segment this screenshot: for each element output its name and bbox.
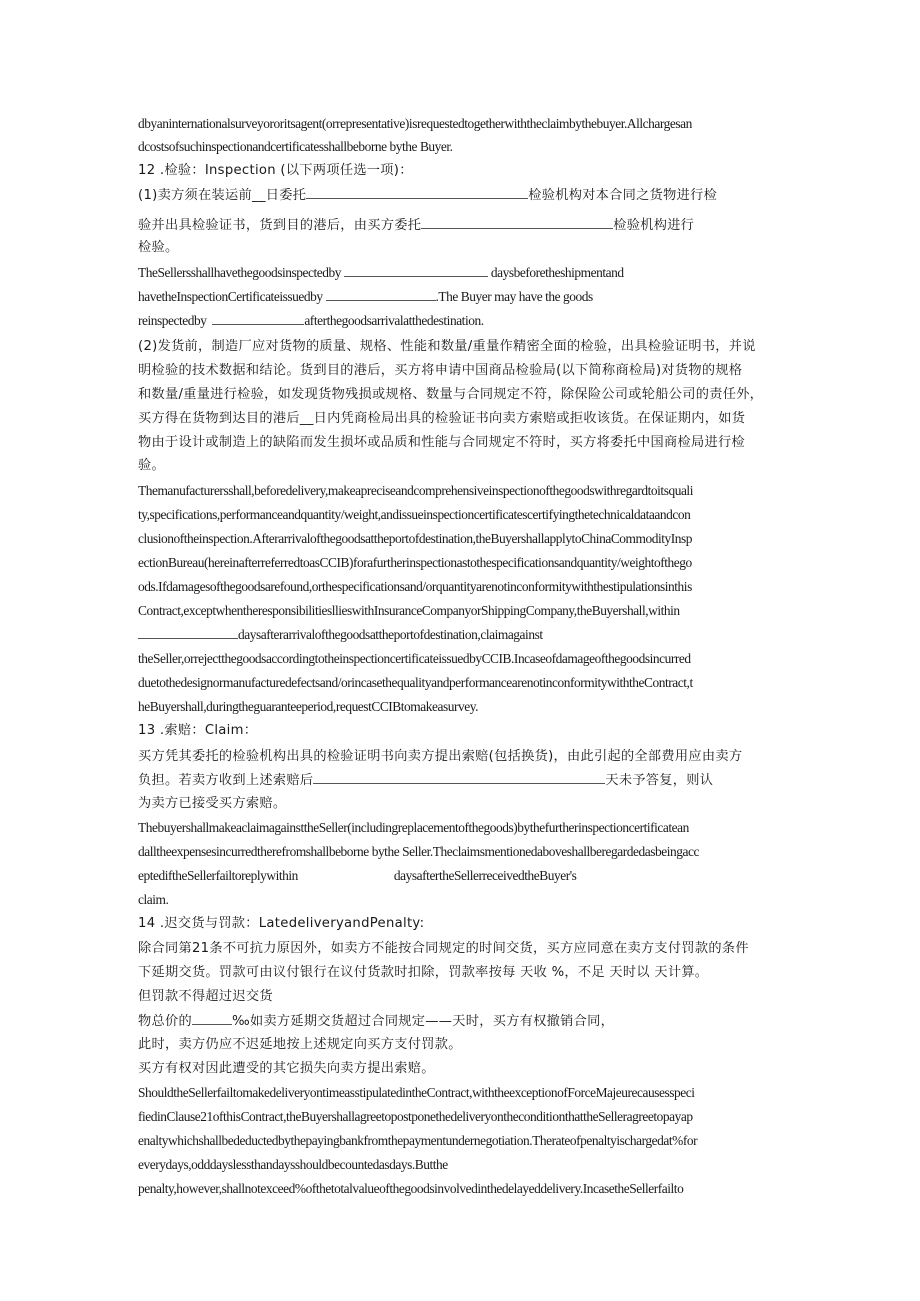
text-line: dcostsofsuchinspectionandcertificatesshallbeborne bythe Buyer. — [138, 139, 453, 154]
text-line: 为卖方已接受买方索赔。 — [138, 796, 287, 811]
text-line: duetothedesignormanufacturedefectsand/orincasethequalityandperformancearenotinconformitywiththeContract,t — [138, 675, 693, 690]
text-line: everydays,odddayslessthandaysshouldbecountedasdays.Butthe — [138, 1157, 448, 1172]
text-segment: ‰如卖方延期交货超过合同规定——天时，买方有权撤销合同， — [231, 1014, 615, 1029]
text-segment: havetheInspectionCertificateissuedby — [138, 289, 323, 304]
text-line: (2)发货前，制造厂应对货物的质量、规格、性能和数量/重量作精密全面的检验，出具检验证明书，并说 — [138, 339, 756, 354]
section-heading-inspection: 12 .检验：Inspection (以下两项任选一项)： — [138, 163, 413, 178]
text-line: 下延期交货。罚款可由议付银行在议付货款时扣除，罚款率按每 天收 %，不足 天时以 天计算。 — [138, 965, 709, 980]
text-line: theSeller,orrejectthegoodsaccordingtotheinspectioncertificateissuedbyCCIB.Incaseofdamageofthegoodsincurred — [138, 651, 691, 666]
text-segment: 天未予答复，则认 — [605, 773, 714, 788]
text-segment: 检验机构对本合同之货物进行检 — [528, 188, 718, 203]
text-line: ThebuyershallmakeaclaimagainsttheSeller(includingreplacementofthegoods)bythefurtherinspectioncertificatean — [138, 820, 689, 835]
text-line: 此时，卖方仍应不迟延地按上述规定向买方支付罚款。 — [138, 1037, 462, 1052]
text-line: claim. — [138, 892, 169, 907]
text-line: dalltheexpensesincurredtherefromshallbeborne bythe Seller.Theclaimsmentionedaboveshallberegardedasbeingacc — [138, 844, 699, 859]
text-line — [138, 264, 838, 282]
text-line: ShouldtheSellerfailtomakedeliveryontimeasstipulatedintheContract,withtheexceptionofForceMajeurecausesspeci — [138, 1085, 695, 1100]
fill-blank[interactable] — [326, 288, 436, 301]
text-segment: daysafterarrivalofthegoodsattheportofdestination,claimagainst — [238, 627, 543, 642]
text-line: 物由于设计或制造上的缺陷而发生损坏或品质和性能与合同规定不符时，买方将委托中国商检局进行检 — [138, 435, 745, 450]
text-line: 验。 — [138, 458, 165, 473]
text-segment: 负担。若卖方收到上述索赔后 — [138, 773, 314, 788]
text-segment: .The Buyer may have the goods — [435, 289, 593, 304]
text-segment: afterthegoodsarrivalatthedestination. — [304, 313, 484, 328]
text-line: Contract,exceptwhentheresponsibilitiesllieswithInsuranceCompanyorShippingCompany,theBuyershall,within — [138, 603, 680, 618]
text-line: fiedinClause21ofthisContract,theBuyershallagreetopostponethedeliveryontheconditionthattheSelleragreetopayap — [138, 1109, 693, 1124]
text-line: 但罚款不得超过迟交货 — [138, 989, 273, 1004]
text-line: dbyaninternationalsurveyororitsagent(orrepresentative)isrequestedtogetherwiththeclaimbythebuyer.Allchargesan — [138, 116, 692, 131]
section-heading-claim: 13 .索赔：Claim： — [138, 723, 258, 738]
text-line — [138, 288, 838, 306]
text-line: 检验。 — [138, 240, 179, 255]
text-segment: eptediftheSellerfailtoreplywithin — [138, 868, 298, 883]
fill-blank[interactable] — [421, 216, 613, 229]
text-segment: TheSellersshallhavethegoodsinspectedby — [138, 265, 342, 280]
text-line — [138, 186, 838, 205]
fill-blank[interactable] — [344, 264, 488, 277]
fill-blank[interactable] — [212, 312, 304, 325]
text-line: ectionBureau(hereinafterreferredtoasCCIB)forafurtherinspectionastothespecificationsandquantity/weightofthego — [138, 555, 692, 570]
text-segment: reinspectedby — [138, 313, 207, 328]
fill-blank[interactable] — [306, 186, 528, 199]
text-line: 除合同第21条不可抗力原因外，如卖方不能按合同规定的时间交货，买方应同意在卖方支付罚款的条件 — [138, 941, 749, 956]
text-line — [138, 771, 838, 790]
text-segment: daysaftertheSellerreceivedtheBuyer's — [393, 868, 577, 883]
text-line: heBuyershall,duringtheguaranteeperiod,requestCCIBtomakeasurvey. — [138, 699, 479, 714]
text-line: 买方有权对因此遭受的其它损失向卖方提出索赔。 — [138, 1061, 435, 1076]
text-line: ty,specifications,performanceandquantity/weight,andissueinspectioncertificatescertifyingthetechnicaldataandcon — [138, 507, 691, 522]
text-line: 买方得在货物到达目的港后__日内凭商检局出具的检验证书向卖方索赔或拒收该货。在保证期内，如货 — [138, 411, 746, 426]
text-line: 买方凭其委托的检验机构出具的检验证明书向卖方提出索赔(包括换货)，由此引起的全部费用应由卖方 — [138, 749, 743, 764]
fill-blank[interactable] — [138, 626, 238, 639]
text-segment: 检验机构进行 — [613, 218, 695, 233]
section-heading-penalty: 14 .迟交货与罚款：LatedeliveryandPenalty: — [138, 916, 425, 931]
text-line: ods.Ifdamagesofthegoodsarefound,orthespecificationsand/orquantityarenotinconformitywiththestipulationsinthis — [138, 579, 692, 594]
text-segment: (1)卖方须在装运前__日委托 — [138, 188, 307, 203]
text-line: enaltywhichshallbedeductedbythepayingbankfromthepaymentundernegotiation.Therateofpenaltyischargedat%for — [138, 1133, 698, 1148]
text-line — [138, 626, 838, 644]
fill-blank[interactable] — [313, 771, 605, 784]
text-line — [138, 312, 838, 330]
text-line — [138, 216, 838, 235]
text-line: penalty,however,shallnotexceed%ofthetotalvalueofthegoodsinvolvedinthedelayeddelivery.IncasetheSellerfailto — [138, 1181, 684, 1196]
text-segment: 物总价的 — [138, 1014, 192, 1029]
text-line — [138, 867, 838, 885]
text-line: 和数量/重量进行检验，如发现货物残损或规格、数量与合同规定不符，除保险公司或轮船公司的责任外， — [138, 387, 764, 402]
text-segment: daysbeforetheshipmentand — [490, 265, 624, 280]
fill-blank[interactable] — [192, 1012, 232, 1025]
text-line — [138, 1012, 838, 1031]
text-segment: 验并出具检验证书，货到目的港后，由买方委托 — [138, 218, 422, 233]
text-line: 明检验的技术数据和结论。货到目的港后，买方将申请中国商品检验局(以下简称商检局)对货物的规格 — [138, 363, 743, 378]
text-line: clusionoftheinspection.Afterarrivalofthegoodsattheportofdestination,theBuyershallapplytoChinaCommodityInsp — [138, 531, 693, 546]
text-line: Themanufacturersshall,beforedelivery,makeapreciseandcomprehensiveinspectionofthegoodswithregardtoitsquali — [138, 483, 693, 498]
